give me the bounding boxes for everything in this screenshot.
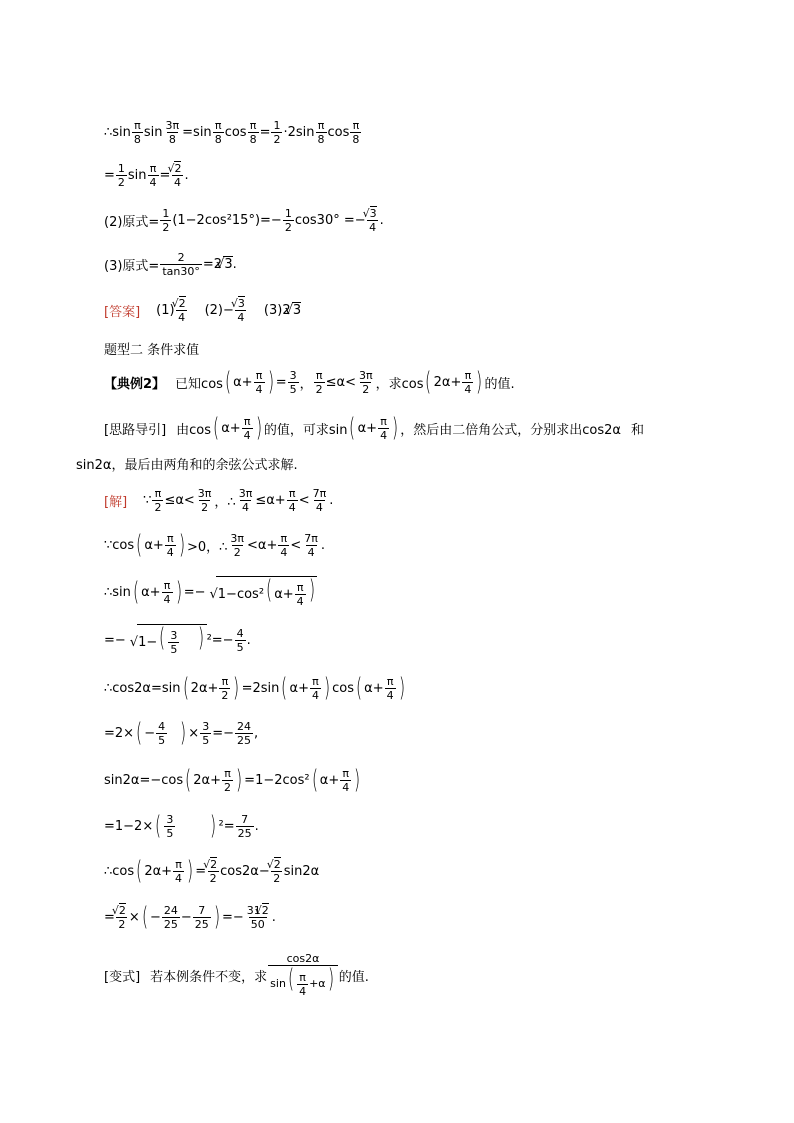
variant-line: [变式] 若本例条件不变，求 cos2α sin( $\frac{\pi}{4}$ +α) 的值. [104,952,369,998]
solution-line-2: = $\frac{1}{2}$ sin $\frac{\pi}{4}$ = √ $\frac{2}{4}$ . [104,155,189,195]
solution-line-14: ∴cos2α=sin ( 2α+ $\frac{\pi}{2}$ ) =2sin ( α+ $\frac{\pi}{4}$ ) cos ( α+ $\frac{\pi}{4}$ ) [104,673,405,703]
solution-line-1: ∴sin $\frac{\pi}{8}$ sin $\frac{3\pi}{8}$ =sin $\frac{\pi}{8}$ cos $\frac{\pi}{8}$ = $\frac{1}{2}$ ·2sin $\frac{\pi}{8}$ cos $\frac{\pi}{8}$ [104,118,360,146]
example-line: 【典例2】 已知cos ( α+ $\frac{\pi}{4}$ ) = $\frac{3}{5}$ ， $\frac{\pi}{2}$ ≤α< $\frac{3\pi}{2}$ ，求cos ( 2α+ $\frac{\pi}{4}$ ) 的值. [104,367,515,397]
hint-text-cont: sin2α，最后由两角和的余弦公式求解. [76,457,298,473]
hint-label: [思路导引] [104,422,167,438]
solution-line-12: ∴sin ( α+ $\frac{\pi}{4}$ ) =− √ 1−cos²( α+ $\frac{\pi}{4}$ ) [104,572,317,612]
answer-line: [答案] (1) √ $\frac{2}{4}$ (2)− √ $\frac{3}{4}$ (3)2 √ 3 [104,290,301,330]
solution-line-18: ∴cos ( 2α+ $\frac{\pi}{4}$ ) = √ $\frac{2}{2}$ cos2α− √ $\frac{2}{2}$ sin2α [104,851,319,891]
variant-label: [变式] [104,969,141,985]
solution-line-16: sin2α=−cos ( 2α+ $\frac{\pi}{2}$ ) =1−2cos² ( α+ $\frac{\pi}{4}$ ) [104,765,361,795]
hint-line: [思路导引] 由cos ( α+ $\frac{\pi}{4}$ ) 的值，可求sin ( α+ $\frac{\pi}{4}$ ) ，然后由二倍角公式，分别求出cos2α 和 [104,413,644,443]
solution-line-11: ∵cos ( α+ $\frac{\pi}{4}$ ) >0，∴ $\frac{3\pi}{2}$ <α+ $\frac{\pi}{4}$ < $\frac{7\pi}{4}$ . [104,530,326,560]
hint-line-2 [76,443,298,483]
example-label: 【典例2】 [104,376,166,392]
solution-start: [解] ∵ $\frac{\pi}{2}$ ≤α< $\frac{3\pi}{2}$ ，∴ $\frac{3\pi}{4}$ ≤α+ $\frac{\pi}{4}$ < $\frac{7\pi}{4}$ . [104,486,334,514]
solution-line-4: (3)原式= $\frac{2}{\tan 30^\circ}$ =2 √ 3 . [104,244,237,284]
solution-line-3: (2)原式= $\frac{1}{2}$ (1−2cos²15°)=− $\frac{1}{2}$ cos30° =− √ $\frac{3}{4}$ . [104,200,384,240]
solution-line-15: =2× ( − $\frac{4}{5}$ ) × $\frac{3}{5}$ =− $\frac{24}{25}$ , [104,718,259,748]
answer-label: [答案] [104,304,141,320]
section-title: 题型二 条件求值 [104,342,200,358]
solution-label: [解] [104,494,128,510]
solution-line-17: =1−2× ( $\frac{3}{5}$ ) ²= $\frac{7}{25}$ . [104,811,259,841]
solution-line-19: = √ $\frac{2}{2}$ × ( − $\frac{24}{25}$ − $\frac{7}{25}$ ) =− $\frac{31√ 2}{50}$ . [104,897,276,937]
solution-line-13: =− √ 1−( $\frac{3}{5}$ ) ²=− $\frac{4}{5}$ . [104,620,251,660]
